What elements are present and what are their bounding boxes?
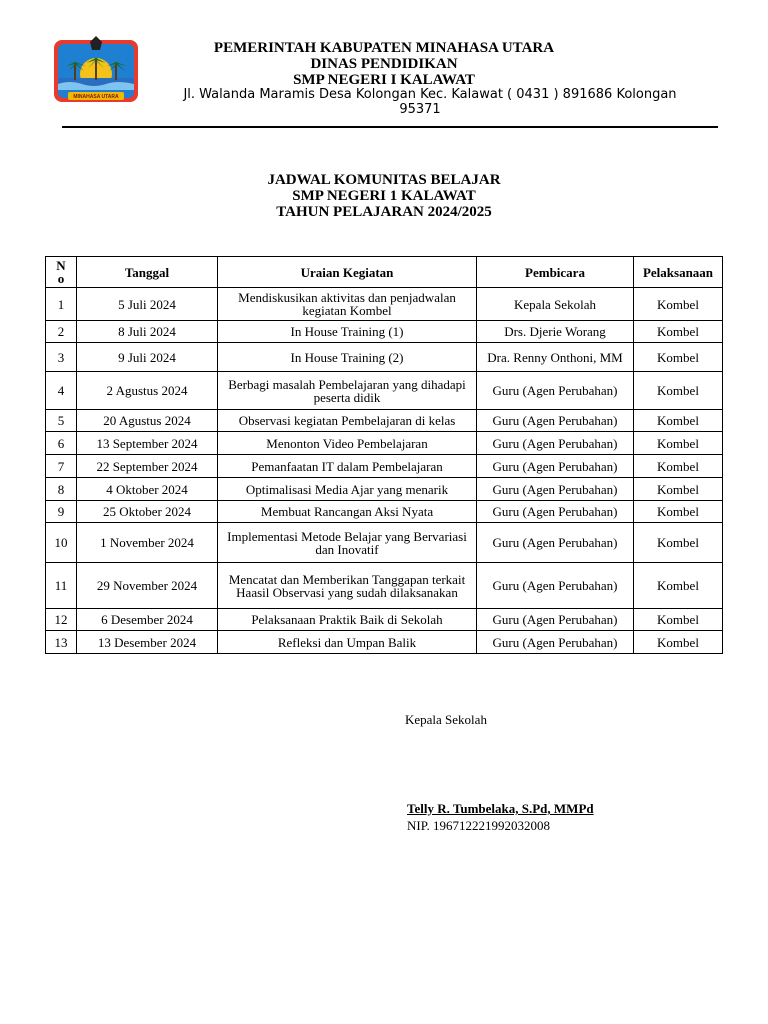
document-title <box>0 172 768 220</box>
cell-no: 5 <box>46 410 77 432</box>
table-row <box>46 631 723 654</box>
logo-ribbon-text: MINAHASA UTARA <box>73 94 119 100</box>
cell-tanggal: 29 November 2024 <box>77 563 218 609</box>
cell-no: 13 <box>46 631 77 654</box>
cell-pelaksanaan: Kombel <box>634 501 723 523</box>
cell-pembicara: Guru (Agen Perubahan) <box>477 478 634 501</box>
cell-pembicara: Guru (Agen Perubahan) <box>477 609 634 631</box>
header-pembicara: Pembicara <box>477 257 634 288</box>
cell-pelaksanaan: Kombel <box>634 478 723 501</box>
cell-tanggal: 4 Oktober 2024 <box>77 478 218 501</box>
cell-pelaksanaan: Kombel <box>634 563 723 609</box>
table-header-row <box>46 257 723 288</box>
cell-no: 8 <box>46 478 77 501</box>
cell-pelaksanaan: Kombel <box>634 631 723 654</box>
address-line-2: 95371 <box>399 102 441 117</box>
signatory-nip: NIP. 196712221992032008 <box>407 818 551 833</box>
table-row <box>46 523 723 563</box>
header-pelaksanaan: Pelaksanaan <box>634 257 723 288</box>
cell-uraian: Pemanfaatan IT dalam Pembelajaran <box>218 455 477 478</box>
cell-pelaksanaan: Kombel <box>634 410 723 432</box>
cell-pembicara: Guru (Agen Perubahan) <box>477 432 634 455</box>
cell-uraian: In House Training (1) <box>218 321 477 343</box>
cell-pelaksanaan: Kombel <box>634 609 723 631</box>
cell-uraian: Membuat Rancangan Aksi Nyata <box>218 501 477 523</box>
cell-pelaksanaan: Kombel <box>634 288 723 321</box>
cell-no: 2 <box>46 321 77 343</box>
cell-tanggal: 20 Agustus 2024 <box>77 410 218 432</box>
table-row <box>46 410 723 432</box>
cell-uraian: Implementasi Metode Belajar yang Bervariasi dan Inovatif <box>218 523 477 563</box>
header-uraian: Uraian Kegiatan <box>218 257 477 288</box>
cell-pembicara: Guru (Agen Perubahan) <box>477 372 634 410</box>
title-line-2: SMP NEGERI 1 KALAWAT <box>292 188 476 204</box>
cell-pelaksanaan: Kombel <box>634 372 723 410</box>
cell-pembicara: Kepala Sekolah <box>477 288 634 321</box>
cell-no: 3 <box>46 343 77 372</box>
address-line-1: Jl. Walanda Maramis Desa Kolongan Kec. Kalawat ( 0431 ) 891686 Kolongan <box>183 87 677 102</box>
cell-no: 4 <box>46 372 77 410</box>
header-address <box>160 87 700 117</box>
cell-uraian: Berbagi masalah Pembelajaran yang dihadapi peserta didik <box>218 372 477 410</box>
cell-tanggal: 1 November 2024 <box>77 523 218 563</box>
cell-tanggal: 5 Juli 2024 <box>77 288 218 321</box>
cell-no: 6 <box>46 432 77 455</box>
signatory-role: Kepala Sekolah <box>405 712 487 727</box>
letterhead-divider <box>62 126 718 128</box>
table-row <box>46 478 723 501</box>
table-row <box>46 455 723 478</box>
letterhead <box>120 40 677 117</box>
schedule-table <box>45 256 723 654</box>
table-row <box>46 609 723 631</box>
cell-uraian: Optimalisasi Media Ajar yang menarik <box>218 478 477 501</box>
table-row <box>46 343 723 372</box>
cell-pembicara: Drs. Djerie Worang <box>477 321 634 343</box>
cell-no: 11 <box>46 563 77 609</box>
cell-uraian: Menonton Video Pembelajaran <box>218 432 477 455</box>
cell-no: 7 <box>46 455 77 478</box>
cell-no: 12 <box>46 609 77 631</box>
cell-uraian: Observasi kegiatan Pembelajaran di kelas <box>218 410 477 432</box>
cell-tanggal: 13 Desember 2024 <box>77 631 218 654</box>
cell-uraian: Mendiskusikan aktivitas dan penjadwalan kegiatan Kombel <box>218 288 477 321</box>
title-line-3: TAHUN PELAJARAN 2024/2025 <box>276 204 492 220</box>
signatory-name: Telly R. Tumbelaka, S.Pd, MMPd <box>407 801 594 816</box>
cell-tanggal: 13 September 2024 <box>77 432 218 455</box>
cell-uraian: Pelaksanaan Praktik Baik di Sekolah <box>218 609 477 631</box>
table-row <box>46 501 723 523</box>
cell-tanggal: 9 Juli 2024 <box>77 343 218 372</box>
cell-pelaksanaan: Kombel <box>634 343 723 372</box>
cell-pembicara: Guru (Agen Perubahan) <box>477 501 634 523</box>
table-row <box>46 372 723 410</box>
cell-tanggal: 6 Desember 2024 <box>77 609 218 631</box>
cell-tanggal: 8 Juli 2024 <box>77 321 218 343</box>
cell-uraian: In House Training (2) <box>218 343 477 372</box>
cell-pembicara: Guru (Agen Perubahan) <box>477 523 634 563</box>
table-row <box>46 321 723 343</box>
cell-no: 10 <box>46 523 77 563</box>
cell-pembicara: Guru (Agen Perubahan) <box>477 455 634 478</box>
cell-pelaksanaan: Kombel <box>634 432 723 455</box>
cell-no: 1 <box>46 288 77 321</box>
header-school: SMP NEGERI I KALAWAT <box>293 72 475 88</box>
cell-tanggal: 25 Oktober 2024 <box>77 501 218 523</box>
cell-uraian: Mencatat dan Memberikan Tanggapan terkait Haasil Observasi yang sudah dilaksanakan <box>218 563 477 609</box>
cell-pelaksanaan: Kombel <box>634 455 723 478</box>
cell-pelaksanaan: Kombel <box>634 321 723 343</box>
signature-block <box>405 712 594 833</box>
cell-pelaksanaan: Kombel <box>634 523 723 563</box>
cell-tanggal: 22 September 2024 <box>77 455 218 478</box>
header-department: DINAS PENDIDIKAN <box>310 56 458 72</box>
table-row <box>46 432 723 455</box>
cell-pembicara: Guru (Agen Perubahan) <box>477 631 634 654</box>
header-tanggal: Tanggal <box>77 257 218 288</box>
header-government: PEMERINTAH KABUPATEN MINAHASA UTARA <box>213 40 555 56</box>
title-line-1: JADWAL KOMUNITAS BELAJAR <box>267 172 501 188</box>
cell-pembicara: Dra. Renny Onthoni, MM <box>477 343 634 372</box>
cell-uraian: Refleksi dan Umpan Balik <box>218 631 477 654</box>
cell-pembicara: Guru (Agen Perubahan) <box>477 563 634 609</box>
cell-tanggal: 2 Agustus 2024 <box>77 372 218 410</box>
header-no: N o <box>46 257 77 288</box>
cell-no: 9 <box>46 501 77 523</box>
table-row <box>46 563 723 609</box>
table-row <box>46 288 723 321</box>
cell-pembicara: Guru (Agen Perubahan) <box>477 410 634 432</box>
